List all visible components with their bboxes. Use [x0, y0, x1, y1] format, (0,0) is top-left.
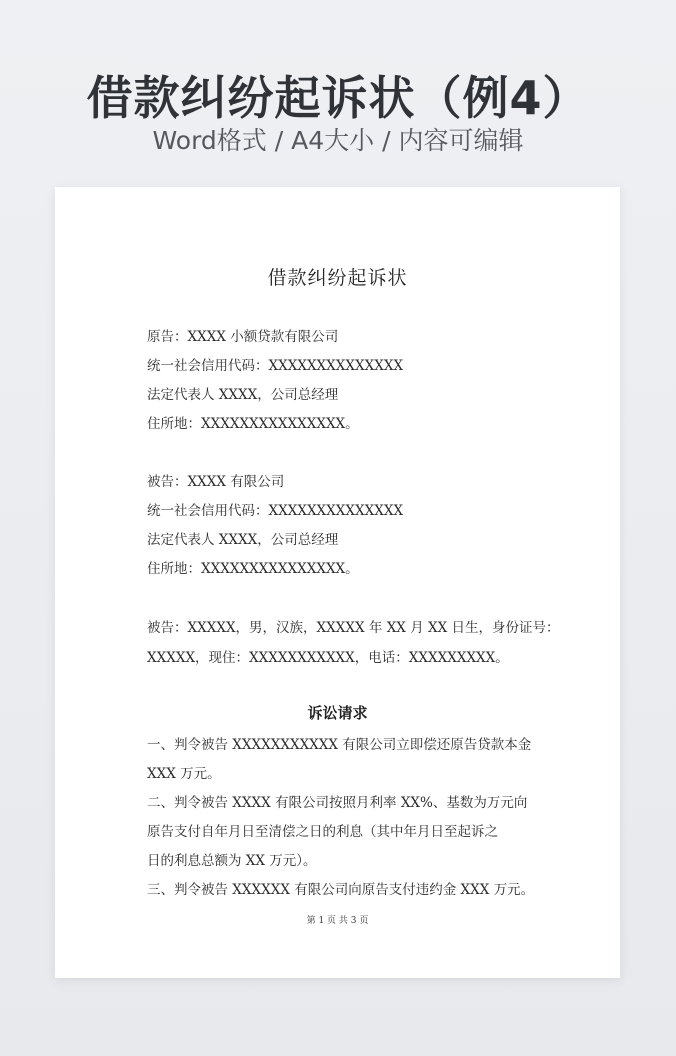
claim-line-4: 原告支付自年月日至清偿之日的利息（其中年月日至起诉之	[147, 824, 498, 840]
claim-line-2: XXX 万元。	[147, 766, 221, 782]
defendant-company-name: 被告：XXXX 有限公司	[147, 474, 285, 490]
plaintiff-credit-code: 统一社会信用代码：XXXXXXXXXXXXXX	[147, 358, 404, 374]
defendant-company-representative: 法定代表人 XXXX，公司总经理	[147, 532, 339, 548]
claim-line-1: 一、判令被告 XXXXXXXXXXX 有限公司立即偿还原告贷款本金	[147, 737, 532, 753]
document-title: 借款纠纷起诉状	[267, 267, 408, 289]
claims-heading: 诉讼请求	[307, 704, 368, 722]
claim-line-6: 三、判令被告 XXXXXX 有限公司向原告支付违约金 XXX 万元。	[147, 882, 535, 898]
claim-line-5: 日的利息总额为 XX 万元）。	[147, 853, 317, 869]
document-page	[55, 187, 620, 978]
defendant-person-line-1: 被告：XXXXX，男，汉族，XXXXX 年 XX 月 XX 日生，身份证号：	[147, 620, 560, 636]
defendant-company-address: 住所地：XXXXXXXXXXXXXXX。	[147, 561, 359, 577]
banner-subtitle: Word格式 / A4大小 / 内容可编辑	[152, 126, 524, 155]
claim-line-3: 二、判令被告 XXXX 有限公司按照月利率 XX%、基数为万元向	[147, 795, 528, 811]
page-number: 第 1 页 共 3 页	[306, 916, 369, 926]
plaintiff-representative: 法定代表人 XXXX，公司总经理	[147, 387, 339, 403]
plaintiff-name: 原告：XXXX 小额贷款有限公司	[147, 329, 339, 345]
defendant-company-credit-code: 统一社会信用代码：XXXXXXXXXXXXXX	[147, 503, 404, 519]
banner-title: 借款纠纷起诉状（例4）	[86, 71, 590, 125]
plaintiff-address: 住所地：XXXXXXXXXXXXXXX。	[147, 416, 359, 432]
defendant-person-line-2: XXXXX，现住：XXXXXXXXXXX，电话：XXXXXXXXX。	[147, 650, 509, 666]
